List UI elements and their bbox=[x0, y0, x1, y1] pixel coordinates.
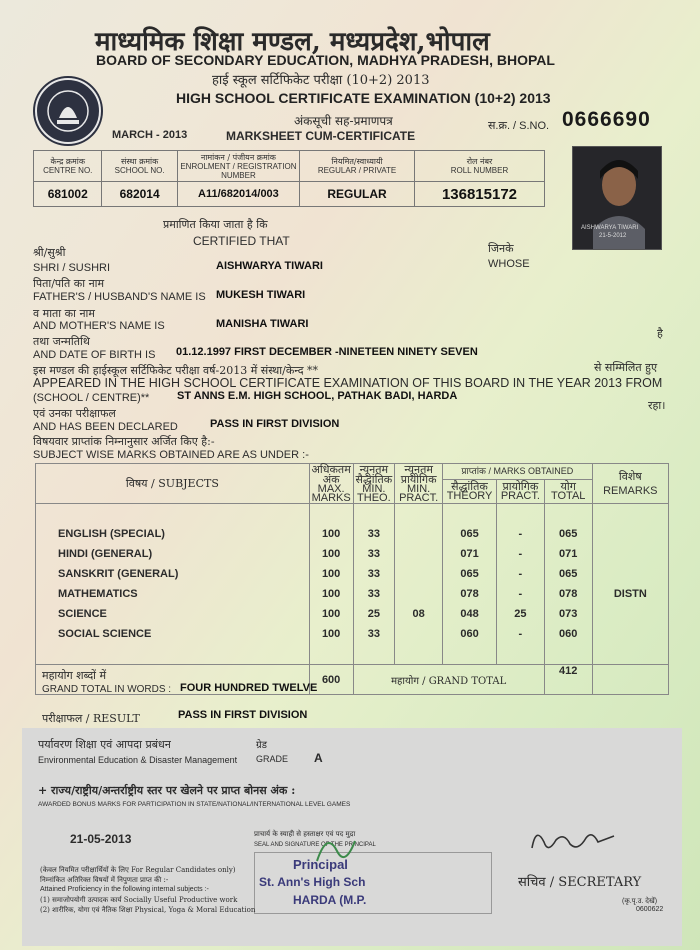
proficiency-note-1: (केवल नियमित परीक्षार्थियों के लिए For Regular Candidates only) bbox=[40, 866, 236, 874]
min-theory: 33 bbox=[353, 524, 395, 544]
max-marks-header: अधिकतम अंक MAX. MARKS bbox=[309, 464, 353, 504]
shri-label: SHRI / SUSHRI bbox=[33, 262, 111, 274]
total-marks: 065 bbox=[544, 564, 592, 584]
min-pract bbox=[395, 524, 443, 544]
dob-label: AND DATE OF BIRTH IS bbox=[33, 349, 156, 361]
sheet-title: MARKSHEET CUM-CERTIFICATE bbox=[226, 129, 416, 143]
school-name: ST ANNS E.M. HIGH SCHOOL, PATHAK BADI, HARDA bbox=[177, 390, 458, 402]
pract-marks: - bbox=[496, 524, 544, 544]
principal-seal-hindi: प्राचार्य के स्याही से हस्ताक्षर एवं पद मुद्रा bbox=[254, 830, 356, 838]
bonus-hindi: + राज्य/राष्ट्रीय/अन्तर्राष्ट्रीय स्तर पर खेलने पर प्राप्त बोनस अंक : bbox=[38, 784, 296, 797]
min-theory: 33 bbox=[353, 584, 395, 604]
table-row bbox=[36, 624, 669, 644]
table-row bbox=[36, 524, 669, 544]
grade-label: GRADE bbox=[256, 754, 289, 764]
subjectwise-hindi: विषयवार प्राप्तांक निम्नानुसार अर्जित किए है:- bbox=[33, 435, 215, 448]
principal-stamp bbox=[254, 852, 492, 914]
grade-hindi: ग्रेड bbox=[256, 740, 267, 751]
max-marks: 100 bbox=[309, 584, 353, 604]
marks-table bbox=[35, 463, 669, 695]
total-marks: 065 bbox=[544, 524, 592, 544]
exam-title-hindi: हाई स्कूल सर्टिफिकेट परीक्षा (10+2) 2013 bbox=[212, 73, 430, 88]
declared-label: AND HAS BEEN DECLARED bbox=[33, 421, 178, 433]
photo-date: 21-5-2012 bbox=[599, 233, 627, 239]
subject-name: HINDI (GENERAL) bbox=[36, 544, 310, 564]
min-theory: 25 bbox=[353, 604, 395, 624]
min-theory-header: न्यूनतम सैद्धांतिक MIN. THEO. bbox=[353, 464, 395, 504]
subject-name: MATHEMATICS bbox=[36, 584, 310, 604]
remarks-header: विशेष REMARKS bbox=[592, 464, 668, 504]
subject-name: ENGLISH (SPECIAL) bbox=[36, 524, 310, 544]
session: MARCH - 2013 bbox=[112, 129, 188, 141]
min-theory: 33 bbox=[353, 624, 395, 644]
enrolment-number: A11/682014/003 bbox=[177, 182, 299, 207]
pract-marks: 25 bbox=[496, 604, 544, 624]
print-code: 0600622 bbox=[636, 906, 664, 913]
result-label: परीक्षाफल / RESULT bbox=[42, 712, 140, 725]
grand-words-label: GRAND TOTAL IN WORDS : bbox=[42, 684, 172, 695]
pract-marks: - bbox=[496, 584, 544, 604]
remarks bbox=[592, 624, 668, 644]
table-row bbox=[36, 564, 669, 584]
student-name: AISHWARYA TIWARI bbox=[216, 260, 323, 272]
total-marks: 060 bbox=[544, 624, 592, 644]
env-edu-hindi: पर्यावरण शिक्षा एवं आपदा प्रबंधन bbox=[38, 738, 171, 751]
theory-marks: 078 bbox=[443, 584, 497, 604]
subjects-header: विषय / SUBJECTS bbox=[36, 464, 310, 504]
total-marks: 071 bbox=[544, 544, 592, 564]
theory-header: सैद्धांतिक THEORY bbox=[443, 480, 497, 504]
remarks bbox=[592, 564, 668, 584]
enrolment-header: नामांकन / पंजीयन क्रमांक ENROLMENT / REGISTRATION NUMBER bbox=[177, 151, 299, 182]
school-no: 682014 bbox=[102, 182, 177, 207]
board-title-hindi: माध्यमिक शिक्षा मण्डल, मध्यप्रदेश,भोपाल bbox=[95, 27, 490, 57]
whose-label: WHOSE bbox=[488, 258, 530, 270]
pract-marks: - bbox=[496, 564, 544, 584]
father-label: FATHER'S / HUSBAND'S NAME IS bbox=[33, 291, 206, 303]
shri-hindi: श्री/सुश्री bbox=[33, 246, 66, 259]
min-pract bbox=[395, 544, 443, 564]
roll-number-header: रोल नंबर ROLL NUMBER bbox=[414, 151, 544, 182]
remarks bbox=[592, 544, 668, 564]
whose-hindi: जिनके bbox=[488, 242, 514, 255]
bonus-label: AWARDED BONUS MARKS FOR PARTICIPATION IN STATE/NATIONAL/INTERNATIONAL LEVEL GAMES bbox=[38, 801, 351, 808]
stamp-line-1: Principal bbox=[293, 857, 348, 872]
max-marks: 100 bbox=[309, 524, 353, 544]
school-label: (SCHOOL / CENTRE)** bbox=[33, 392, 150, 404]
table-row bbox=[36, 584, 669, 604]
sammilit-hindi: से सम्मिलित हुए bbox=[594, 361, 658, 374]
total-marks: 073 bbox=[544, 604, 592, 624]
max-marks: 100 bbox=[309, 564, 353, 584]
subject-name: SANSKRIT (GENERAL) bbox=[36, 564, 310, 584]
mother-name: MANISHA TIWARI bbox=[216, 318, 309, 330]
min-theory: 33 bbox=[353, 564, 395, 584]
declared-result: PASS IN FIRST DIVISION bbox=[210, 418, 340, 430]
env-edu-label: Environmental Education & Disaster Management bbox=[38, 755, 238, 765]
theory-marks: 060 bbox=[443, 624, 497, 644]
theory-marks: 065 bbox=[443, 564, 497, 584]
max-total: 600 bbox=[309, 665, 353, 695]
hai-hindi: है bbox=[657, 327, 663, 340]
principal-seal-label: SEAL AND SIGNATURE OF THE PRINCIPAL bbox=[254, 842, 376, 848]
certify-label: CERTIFIED THAT bbox=[193, 234, 290, 248]
pract-marks: - bbox=[496, 544, 544, 564]
theory-marks: 048 bbox=[443, 604, 497, 624]
secretary-signature bbox=[522, 818, 622, 868]
student-photo bbox=[572, 146, 662, 250]
appeared-hindi: इस मण्डल की हाईस्कूल सर्टिफिकेट परीक्षा वर्ष-2013 में संस्था/केन्द ** bbox=[33, 364, 319, 377]
sheet-title-hindi: अंकसूची सह-प्रमाणपत्र bbox=[294, 114, 393, 128]
grand-words-hindi: महायोग शब्दों में bbox=[42, 669, 107, 682]
proficiency-note-5: (2) शारीरिक, योगा एवं नैतिक शिक्षा Physical, Yoga & Moral Education bbox=[40, 906, 256, 914]
stamp-line-2: St. Ann's High Sch bbox=[259, 875, 366, 889]
remarks bbox=[592, 604, 668, 624]
regular-private: REGULAR bbox=[300, 182, 415, 207]
stamp-line-3: HARDA (M.P. bbox=[293, 893, 367, 907]
secretary-label: सचिव / SECRETARY bbox=[518, 875, 642, 890]
min-pract bbox=[395, 624, 443, 644]
subject-name: SCIENCE bbox=[36, 604, 310, 624]
max-marks: 100 bbox=[309, 544, 353, 564]
serial-number: 0666690 bbox=[562, 108, 651, 131]
centre-no-header: केन्द्र क्रमांक CENTRE NO. bbox=[34, 151, 102, 182]
min-pract-header: न्यूनतम प्रायोगिक MIN. PRACT. bbox=[395, 464, 443, 504]
principal-signature bbox=[307, 821, 367, 881]
max-marks: 100 bbox=[309, 624, 353, 644]
total-header: योग TOTAL bbox=[544, 480, 592, 504]
appeared-label: APPEARED IN THE HIGH SCHOOL CERTIFICATE EXAMINATION OF THIS BOARD IN THE YEAR 2013 FROM bbox=[33, 376, 663, 390]
max-marks: 100 bbox=[309, 604, 353, 624]
grand-total-label: महायोग / GRAND TOTAL bbox=[353, 665, 544, 695]
registration-table bbox=[33, 150, 545, 207]
min-pract bbox=[395, 584, 443, 604]
table-row bbox=[36, 604, 669, 624]
min-pract: 08 bbox=[395, 604, 443, 624]
min-theory: 33 bbox=[353, 544, 395, 564]
board-seal-icon bbox=[33, 76, 103, 146]
father-name: MUKESH TIWARI bbox=[216, 289, 306, 301]
subjectwise-label: SUBJECT WISE MARKS OBTAINED ARE AS UNDER :- bbox=[33, 449, 309, 461]
issue-date: 21-05-2013 bbox=[70, 832, 132, 846]
dob-hindi: तथा जन्मतिथि bbox=[33, 335, 90, 348]
marks-obtained-header: प्राप्तांक / MARKS OBTAINED bbox=[443, 464, 593, 480]
regular-private-header: नियमित/स्वाध्यायी REGULAR / PRIVATE bbox=[300, 151, 415, 182]
subject-name: SOCIAL SCIENCE bbox=[36, 624, 310, 644]
date-of-birth: 01.12.1997 FIRST DECEMBER -NINETEEN NINETY SEVEN bbox=[176, 346, 478, 358]
certify-hindi: प्रमाणित किया जाता है कि bbox=[163, 218, 268, 231]
grand-total-words: FOUR HUNDRED TWELVE bbox=[180, 682, 318, 694]
theory-marks: 065 bbox=[443, 524, 497, 544]
proficiency-note-3: Attained Proficiency in the following internal subjects :- bbox=[40, 886, 209, 893]
turn-over-note: (कृ.पृ.उ. देखें) bbox=[622, 898, 658, 905]
remarks bbox=[592, 524, 668, 544]
exam-title: HIGH SCHOOL CERTIFICATE EXAMINATION (10+2) 2013 bbox=[176, 90, 551, 106]
board-title: BOARD OF SECONDARY EDUCATION, MADHYA PRADESH, BHOPAL bbox=[96, 52, 555, 68]
father-hindi: पिता/पति का नाम bbox=[33, 277, 105, 290]
remarks: DISTN bbox=[592, 584, 668, 604]
total-marks: 078 bbox=[544, 584, 592, 604]
serial-label: स.क्र. / S.NO. bbox=[488, 120, 550, 132]
theory-marks: 071 bbox=[443, 544, 497, 564]
proficiency-note-2: निम्नांकित अतिरिक्त विषयों में निपुणता प्राप्त की :- bbox=[40, 876, 169, 884]
pract-marks: - bbox=[496, 624, 544, 644]
table-row bbox=[36, 544, 669, 564]
grand-total: 412 bbox=[544, 665, 592, 695]
photo-caption: AISHWARYA TIWARI bbox=[581, 225, 639, 231]
final-result: PASS IN FIRST DIVISION bbox=[178, 709, 308, 721]
result-hindi: एवं उनका परीक्षाफल bbox=[33, 407, 116, 420]
min-pract bbox=[395, 564, 443, 584]
pract-header: प्रायोगिक PRACT. bbox=[496, 480, 544, 504]
grade-value: A bbox=[314, 751, 323, 765]
mother-label: AND MOTHER'S NAME IS bbox=[33, 320, 165, 332]
centre-no: 681002 bbox=[34, 182, 102, 207]
roll-number: 136815172 bbox=[414, 182, 544, 207]
raha-hindi: रहा। bbox=[648, 399, 666, 412]
mother-hindi: व माता का नाम bbox=[33, 307, 95, 320]
school-no-header: संस्था क्रमांक SCHOOL NO. bbox=[102, 151, 177, 182]
proficiency-note-4: (1) समाजोपयोगी उत्पादक कार्य Socially Useful Productive work bbox=[40, 896, 238, 904]
